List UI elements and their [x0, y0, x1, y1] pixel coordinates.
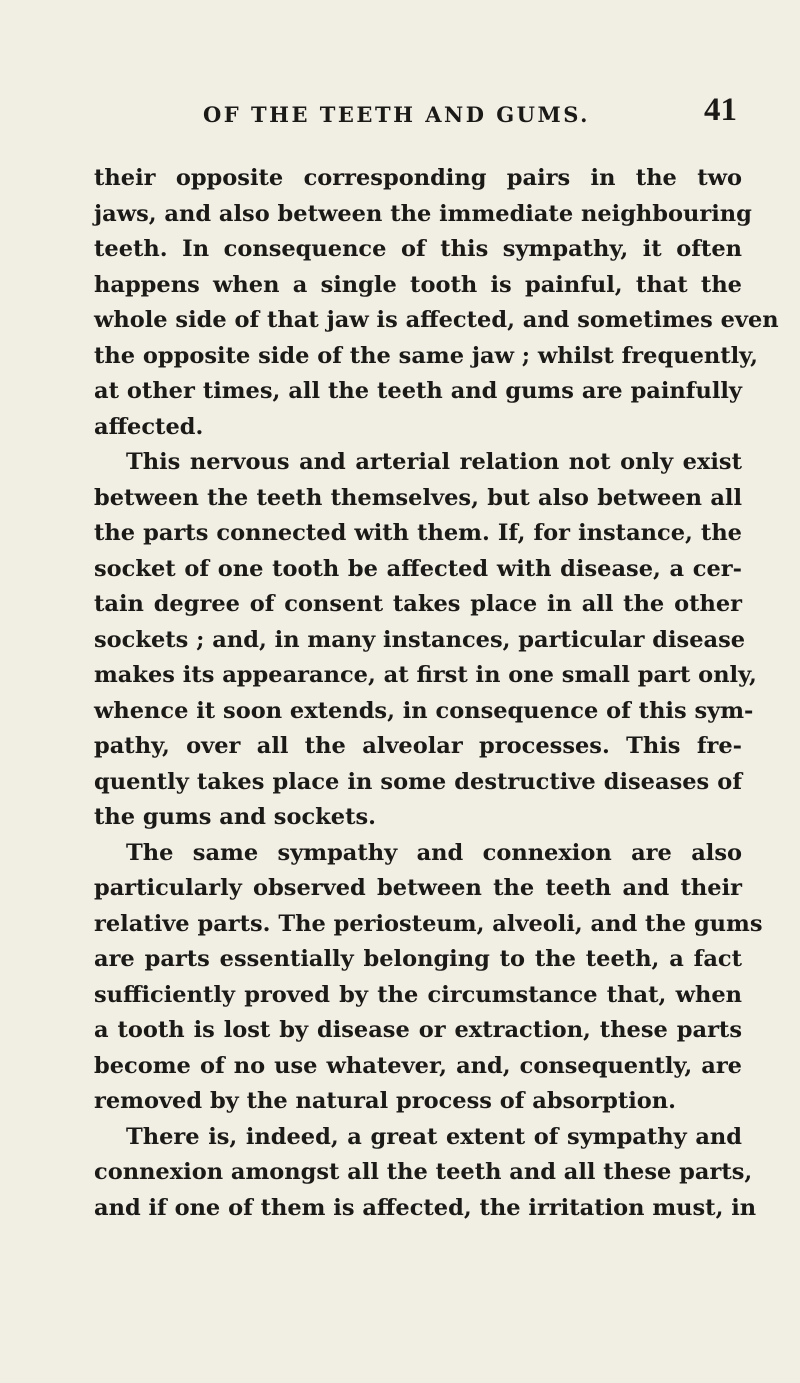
text-line: pathy, over all the alveolar processes. This fre-: [94, 733, 742, 759]
text-line: whence it soon extends, in consequence of this sym-: [94, 697, 754, 724]
running-title: OF THE TEETH AND GUMS.: [203, 102, 590, 127]
text-line: the opposite side of the same jaw ; whilst frequently,: [94, 342, 758, 369]
text-line: particularly observed between the teeth and their: [94, 875, 742, 901]
text-line: removed by the natural process of absorption.: [94, 1088, 676, 1114]
text-line: become of no use whatever, and, consequently, are: [94, 1052, 742, 1079]
text-line: The same sympathy and connexion are also: [126, 839, 742, 866]
text-line: the parts connected with them. If, for instance, the: [94, 520, 742, 546]
text-line: relative parts. The periosteum, alveoli, and the gums: [94, 910, 763, 937]
text-line: sockets ; and, in many instances, particular disease: [94, 626, 746, 653]
paragraph: [94, 445, 757, 836]
text-line: socket of one tooth be affected with disease, a cer-: [94, 555, 742, 582]
text-line: There is, indeed, a great extent of sympathy and: [126, 1123, 742, 1150]
text-line: tain degree of consent takes place in all the other: [94, 591, 742, 617]
text-line: jaws, and also between the immediate neighbouring: [94, 200, 752, 227]
text-line: connexion amongst all the teeth and all these parts,: [94, 1159, 753, 1185]
paragraph: [94, 1120, 757, 1227]
text-line: affected.: [94, 413, 204, 440]
body-text: [94, 161, 779, 1226]
text-line: whole side of that jaw is affected, and sometimes even: [94, 307, 779, 333]
page-number: 41: [704, 92, 737, 128]
text-line: quently takes place in some destructive diseases of: [94, 768, 742, 795]
paragraph: [94, 161, 779, 445]
running-head: [93, 92, 743, 132]
text-line: and if one of them is affected, the irritation must, in: [94, 1194, 757, 1221]
text-line: the gums and sockets.: [94, 804, 376, 830]
text-line: their opposite corresponding pairs in the two: [94, 165, 742, 191]
text-line: sufficiently proved by the circumstance that, when: [94, 981, 742, 1008]
text-line: makes its appearance, at first in one small part only,: [94, 662, 757, 688]
text-line: happens when a single tooth is painful, that the: [94, 271, 742, 298]
text-line: teeth. In consequence of this sympathy, it often: [94, 236, 742, 262]
text-line: between the teeth themselves, but also between all: [94, 484, 742, 511]
text-line: This nervous and arterial relation not only exist: [126, 449, 742, 475]
paragraph: [94, 836, 763, 1120]
text-line: are parts essentially belonging to the teeth, a fact: [94, 946, 742, 972]
text-line: at other times, all the teeth and gums are painfully: [94, 378, 742, 404]
text-line: a tooth is lost by disease or extraction, these parts: [94, 1017, 742, 1043]
